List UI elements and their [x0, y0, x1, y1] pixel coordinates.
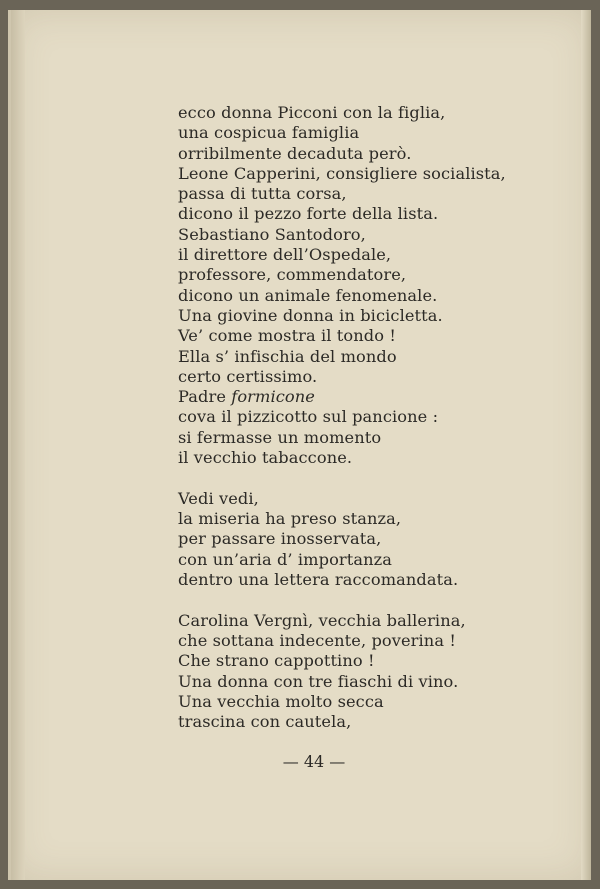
stanza-break	[178, 468, 506, 489]
poem-line-mixed	[178, 387, 506, 407]
stanza-1	[178, 103, 506, 468]
poem-line: dentro una lettera raccomandata.	[178, 570, 459, 590]
page-edge-left	[11, 10, 25, 880]
stanza-3	[178, 611, 506, 733]
poem-line: ecco donna Picconi con la figlia,	[178, 103, 446, 122]
poem-text	[178, 103, 506, 733]
page-number: — 44 —	[282, 752, 346, 771]
poem-line: Che strano cappottino !	[178, 651, 375, 671]
poem-line: Una vecchia molto secca	[178, 692, 384, 712]
poem-line: Sebastiano Santodoro,	[178, 224, 366, 244]
poem-line: professore, commendatore,	[178, 265, 407, 285]
poem-line: che sottana indecente, poverina !	[178, 631, 456, 651]
poem-line: Una donna con tre fiaschi di vino.	[178, 671, 459, 691]
poem-line: Ve’ come mostra il tondo !	[178, 326, 396, 346]
poem-line: con un’aria d’ importanza	[178, 549, 393, 569]
poem-line: una cospicua famiglia	[178, 123, 360, 143]
poem-line: il direttore dell’Ospedale,	[178, 245, 392, 265]
page-edge-right	[581, 10, 591, 880]
poem-line: il vecchio tabaccone.	[178, 448, 353, 468]
poem-line: Leone Capperini, consigliere socialista,	[178, 163, 506, 183]
poem-line: Una giovine donna in bicicletta.	[178, 305, 443, 325]
poem-line: per passare inosservata,	[178, 529, 382, 549]
poem-line: certo certissimo.	[178, 366, 318, 386]
poem-line: Vedi vedi,	[178, 488, 259, 508]
poem-line: dicono un animale fenomenale.	[178, 285, 438, 305]
poem-line: Ella s’ infischia del mondo	[178, 346, 397, 366]
poem-line: Carolina Vergnì, vecchia ballerina,	[178, 610, 466, 630]
stanza-break	[178, 590, 506, 611]
italic-word: formicone	[231, 387, 315, 407]
line-prefix: Padre	[178, 387, 232, 407]
poem-line: trascina con cautela,	[178, 712, 352, 732]
poem-line: si fermasse un momento	[178, 427, 382, 447]
poem-line: la miseria ha preso stanza,	[178, 509, 402, 529]
stanza-2	[178, 489, 506, 590]
poem-line: dicono il pezzo forte della lista.	[178, 204, 439, 224]
poem-line: passa di tutta corsa,	[178, 184, 347, 204]
poem-line: orribilmente decaduta però.	[178, 143, 412, 163]
poem-line: cova il pizzicotto sul pancione :	[178, 407, 439, 427]
